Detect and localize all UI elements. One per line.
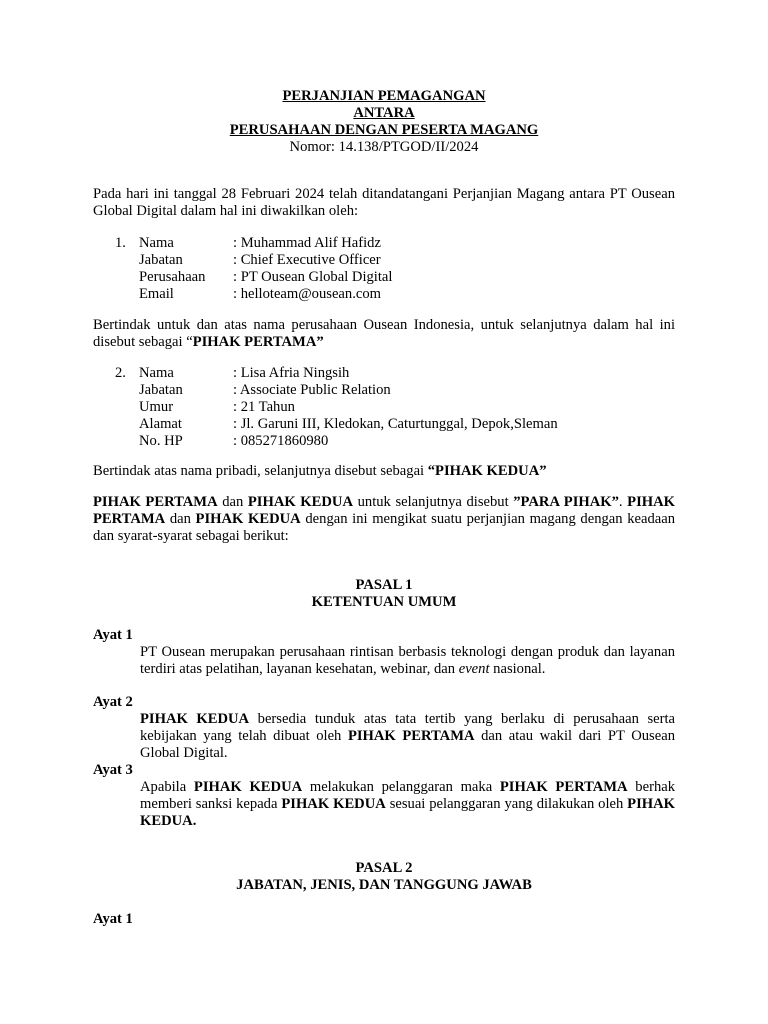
party1-statement — [93, 317, 675, 351]
party2-label-phone: No. HP — [139, 433, 183, 449]
pasal1-title: PASAL 1 — [355, 577, 413, 593]
ayat-text: Apabila — [140, 779, 194, 795]
ayat-text: PT Ousean merupakan perusahaan rintisan berbasis teknologi dengan produk dan layanan terdiri atas pelatihan, layanan kesehatan, webinar, dan — [140, 644, 675, 677]
ayat-text: PIHAK KEDUA. — [140, 796, 676, 829]
party1-value-email: : helloteam@ousean.com — [233, 286, 381, 302]
party2-designation: “PIHAK KEDUA” — [427, 463, 547, 479]
party1-statement-text: Bertindak untuk dan atas nama perusahaan Ousean Indonesia, untuk selanjutnya dalam hal ini disebut sebagai “ — [93, 317, 675, 350]
para-pihak-text: dan — [165, 511, 196, 527]
party1-label-name: Nama — [139, 235, 174, 251]
para-pihak-text: dengan ini mengikat suatu perjanjian magang dengan keadaan dan syarat-syarat sebagai berikut: — [93, 511, 675, 544]
para-pihak-text: . — [618, 494, 628, 510]
para-pihak-text: PIHAK PERTAMA — [93, 494, 218, 510]
party1-value-position: : Chief Executive Officer — [233, 252, 381, 268]
intro-paragraph: Pada hari ini tanggal 28 Februari 2024 telah ditandatangani Perjanjian Magang antara PT Ousean Global Digital dalam hal ini diwakilkan oleh: — [93, 186, 675, 219]
ayat-text: melakukan pelanggaran maka — [302, 779, 500, 795]
ayat-text: PIHAK KEDUA — [140, 711, 250, 727]
ayat-text: PIHAK PERTAMA — [347, 728, 475, 744]
party2-label-position: Jabatan — [139, 382, 183, 398]
document-subject: PERUSAHAAN DENGAN PESERTA MAGANG — [229, 122, 539, 138]
ayat-text: nasional. — [489, 661, 546, 677]
para-pihak-text: ”PARA PIHAK” — [513, 494, 619, 510]
party2-label-address: Alamat — [139, 416, 182, 432]
pasal1-subtitle: KETENTUAN UMUM — [311, 594, 457, 610]
party2-value-phone: : 085271860980 — [233, 433, 329, 449]
pasal1-ayat3-label: Ayat 3 — [93, 762, 133, 778]
para-pihak-text: untuk selanjutnya disebut — [353, 494, 514, 510]
party1-designation: PIHAK PERTAMA” — [192, 334, 324, 350]
pasal1-ayat1-text — [140, 644, 675, 678]
ayat-text: event — [458, 661, 490, 677]
party2-number: 2. — [115, 365, 126, 381]
ayat-text: dan atau wakil dari PT Ousean Global Digital. — [140, 728, 675, 761]
document-number: Nomor: 14.138/PTGOD/II/2024 — [289, 139, 479, 155]
para-pihak-text: PIHAK KEDUA — [195, 511, 301, 527]
party2-value-position: : Associate Public Relation — [233, 382, 391, 398]
para-pihak-text: PIHAK PERTAMA — [93, 494, 676, 527]
document-title: PERJANJIAN PEMAGANGAN — [282, 88, 486, 104]
pasal2-subtitle: JABATAN, JENIS, DAN TANGGUNG JAWAB — [236, 877, 532, 893]
party2-label-age: Umur — [139, 399, 174, 415]
party1-value-name: : Muhammad Alif Hafidz — [233, 235, 381, 251]
party2-statement-text: Bertindak atas nama pribadi, selanjutnya disebut sebagai — [93, 463, 428, 479]
pasal1-ayat2-text — [140, 711, 675, 762]
pasal2-ayat1-label: Ayat 1 — [93, 911, 133, 927]
party2-value-age: : 21 Tahun — [233, 399, 295, 415]
ayat-text: bersedia tunduk atas tata tertib yang berlaku di perusahaan serta kebijakan yang telah dibuat oleh — [140, 711, 675, 744]
pasal2-title: PASAL 2 — [355, 860, 413, 876]
para-pihak-text: PIHAK KEDUA — [247, 494, 354, 510]
party2-statement — [93, 463, 675, 480]
ayat-text: PIHAK PERTAMA — [499, 779, 628, 795]
ayat-text: sesuai pelanggaran yang dilakukan oleh — [385, 796, 628, 812]
party1-label-email: Email — [139, 286, 174, 302]
party2-label-name: Nama — [139, 365, 174, 381]
party1-label-position: Jabatan — [139, 252, 183, 268]
ayat-text: PIHAK KEDUA — [193, 779, 303, 795]
ayat-text: PIHAK KEDUA — [281, 796, 386, 812]
party2-value-address: : Jl. Garuni III, Kledokan, Caturtunggal, Depok,Sleman — [233, 416, 558, 432]
party1-label-company: Perusahaan — [139, 269, 206, 285]
para-pihak-paragraph — [93, 494, 675, 545]
pasal1-ayat2-label: Ayat 2 — [93, 694, 133, 710]
party1-value-company: : PT Ousean Global Digital — [233, 269, 393, 285]
para-pihak-text: dan — [217, 494, 248, 510]
party1-number: 1. — [115, 235, 126, 251]
pasal1-ayat3-text — [140, 779, 675, 830]
pasal1-ayat1-label: Ayat 1 — [93, 627, 133, 643]
document-subtitle: ANTARA — [353, 105, 415, 121]
ayat-text: berhak memberi sanksi kepada — [140, 779, 676, 812]
party2-value-name: : Lisa Afria Ningsih — [233, 365, 350, 381]
